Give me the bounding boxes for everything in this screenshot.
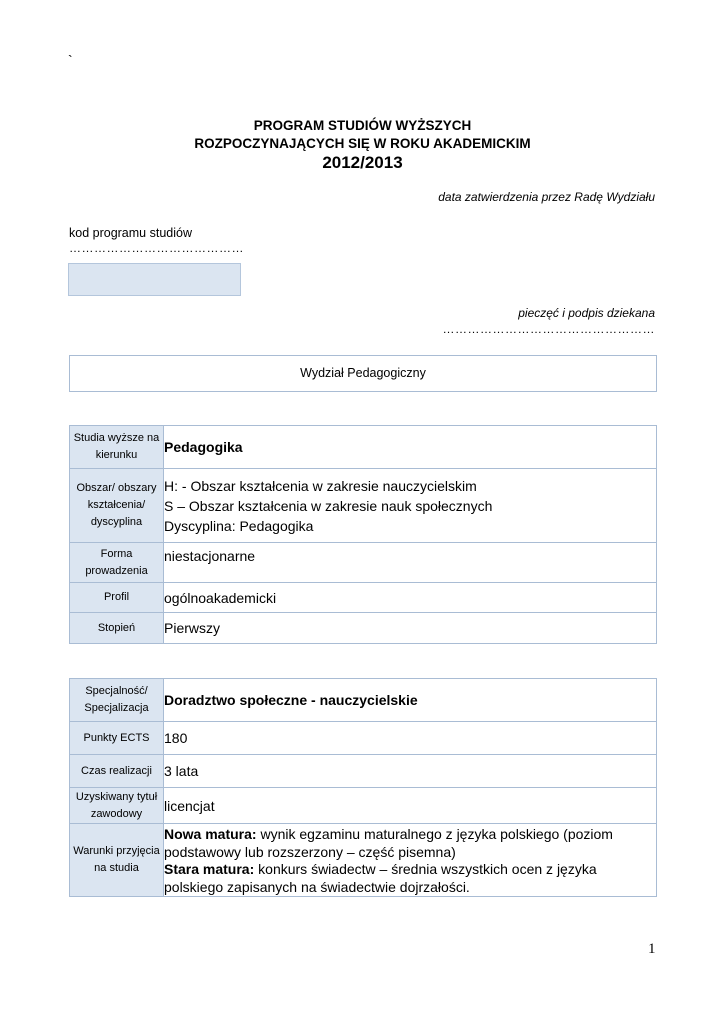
- field-of-study-value: Pedagogika: [164, 426, 657, 469]
- dean-stamp-label: pieczęć i podpis dziekana: [518, 306, 655, 320]
- program-code-label: kod programu studiów: [69, 226, 192, 240]
- area-line: Dyscyplina: Pedagogika: [164, 517, 314, 534]
- specialization-value: Doradztwo społeczne - nauczycielskie: [164, 679, 657, 722]
- ects-value: 180: [164, 722, 657, 755]
- table-row: [70, 543, 657, 583]
- table-row: [70, 426, 657, 469]
- faculty-box: [69, 355, 657, 392]
- faculty-name: Wydział Pedagogiczny: [300, 366, 426, 380]
- degree-level-value: Pierwszy: [164, 613, 657, 644]
- area-line: H: - Obszar kształcenia w zakresie nauczycielskim: [164, 477, 477, 494]
- table-row: [70, 824, 657, 897]
- admission-conditions-value: [164, 824, 657, 897]
- dean-signature-dots: ……………………………………………: [442, 322, 655, 336]
- table-row: [70, 679, 657, 722]
- stray-mark: `: [68, 52, 73, 68]
- row-label: Czas realizacji: [70, 755, 164, 788]
- row-label: Uzyskiwany tytuł zawodowy: [70, 788, 164, 824]
- table-row: [70, 788, 657, 824]
- table-row: [70, 722, 657, 755]
- profile-value: ogólnoakademicki: [164, 583, 657, 613]
- old-matura-text: konkurs świadectw – średnia wszystkich ocen z języka polskiego zapisanych na świadectwie dojrzałości.: [164, 861, 597, 895]
- table-row: [70, 583, 657, 613]
- title-line-1: PROGRAM STUDIÓW WYŻSZYCH: [253, 118, 472, 133]
- academic-year: 2012/2013: [322, 153, 403, 172]
- new-matura-label: Nowa matura:: [164, 826, 257, 842]
- row-label: Specjalność/ Specjalizacja: [70, 679, 164, 722]
- table-row: [70, 755, 657, 788]
- row-label: Warunki przyjęcia na studia: [70, 824, 164, 897]
- program-code-dots: ……………………………………: [69, 241, 244, 255]
- area-line: S – Obszar kształcenia w zakresie nauk społecznych: [164, 497, 493, 514]
- old-matura-label: Stara matura:: [164, 861, 255, 877]
- row-label: Stopień: [70, 613, 164, 644]
- program-code-field[interactable]: [68, 263, 241, 296]
- duration-value: 3 lata: [164, 755, 657, 788]
- study-form-value: niestacjonarne: [164, 543, 657, 583]
- row-label: Punkty ECTS: [70, 722, 164, 755]
- row-label: Obszar/ obszary kształcenia/ dyscyplina: [70, 469, 164, 543]
- page-number: 1: [648, 941, 656, 957]
- row-label: Forma prowadzenia: [70, 543, 164, 583]
- specialization-table: [69, 678, 657, 897]
- title-line-2: ROZPOCZYNAJĄCYCH SIĘ W ROKU AKADEMICKIM: [194, 136, 531, 151]
- approval-date-label: data zatwierdzenia przez Radę Wydziału: [438, 190, 655, 204]
- area-value: [164, 469, 657, 543]
- professional-title-value: licencjat: [164, 788, 657, 824]
- table-row: [70, 469, 657, 543]
- new-matura-text: wynik egzaminu maturalnego z języka polskiego (poziom podstawowy lub rozszerzony – część pisemna): [164, 826, 613, 860]
- table-row: [70, 613, 657, 644]
- row-label: Studia wyższe na kierunku: [70, 426, 164, 469]
- program-info-table: [69, 425, 657, 644]
- row-label: Profil: [70, 583, 164, 613]
